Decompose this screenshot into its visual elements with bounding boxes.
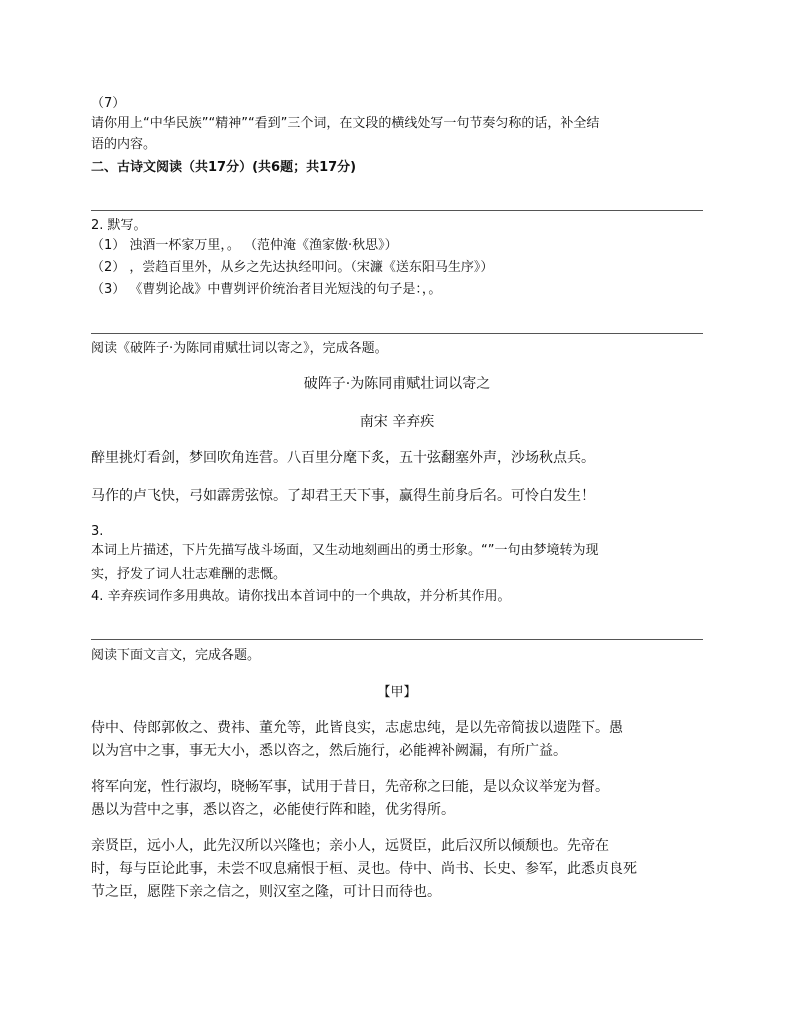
q7-instruction-line2: 语的内容。 — [91, 137, 157, 152]
divider — [91, 333, 703, 334]
passage-p1-line-1: 侍中、侍郎郭攸之、费祎、董允等，此皆良实，志虑忠纯，是以先帝简拔以遗陛下。愚 — [91, 720, 623, 736]
divider — [91, 210, 703, 211]
passage-p3-line-1: 亲贤臣，远小人，此先汉所以兴隆也；亲小人，远贤臣，此后汉所以倾颓也。先帝在 — [91, 838, 609, 854]
q2-item-1: （1） 浊酒一杯家万里，。 （范仲淹《渔家傲·秋思》） — [91, 238, 398, 253]
q7-label: （7） — [91, 96, 126, 111]
q3-number: 3. — [91, 524, 104, 539]
q4-question: 4. 辛弃疾词作多用典故。请你找出本首词中的一个典故，并分析其作用。 — [91, 589, 511, 604]
q3-line-1: 本词上片描述，下片先描写战斗场面，又生动地刻画出的勇士形象。“”一句由梦境转为现 — [91, 543, 599, 558]
passage-p3-line-2: 时，每与臣论此事，未尝不叹息痛恨于桓、灵也。侍中、尚书、长史、参军，此悉贞良死 — [91, 861, 637, 877]
poem-title: 破阵子·为陈同甫赋壮词以寄之 — [303, 376, 491, 392]
q2-item-3: （3） 《曹刿论战》中曹刿评价统治者目光短浅的句子是：，。 — [91, 282, 442, 297]
poem-line-2: 马作的卢飞快，弓如霹雳弦惊。了却君王天下事，赢得生前身后名。可怜白发生！ — [91, 488, 595, 504]
passage-p2-line-1: 将军向宠，性行淑均，晓畅军事，试用于昔日，先帝称之曰能，是以众议举宠为督。 — [91, 779, 609, 795]
q2-item-2: （2） ，尝趋百里外，从乡之先达执经叩问。（宋濂《送东阳马生序》） — [91, 260, 494, 275]
section-heading-classical-poetry: 二、古诗文阅读（共17分）(共6题；共17分) — [91, 160, 357, 175]
passage-label-jia: 【甲】 — [377, 685, 417, 700]
poem-author: 南宋 辛弃疾 — [359, 414, 435, 430]
poem-reading-intro: 阅读《破阵子·为陈同甫赋壮词以寄之》，完成各题。 — [91, 341, 388, 356]
q3-line-2: 实，抒发了词人壮志难酬的悲慨。 — [91, 567, 287, 582]
passage-p1-line-2: 以为宫中之事，事无大小，悉以咨之，然后施行，必能裨补阙漏，有所广益。 — [91, 743, 567, 759]
divider — [91, 639, 703, 640]
classical-reading-intro: 阅读下面文言文，完成各题。 — [91, 648, 261, 663]
poem-line-1: 醉里挑灯看剑，梦回吹角连营。八百里分麾下炙，五十弦翻塞外声，沙场秋点兵。 — [91, 450, 595, 466]
q2-title: 2. 默写。 — [91, 218, 147, 233]
passage-p3-line-3: 节之臣，愿陛下亲之信之，则汉室之隆，可计日而待也。 — [91, 884, 441, 900]
q7-instruction-line1: 请你用上“中华民族”“精神”“看到”三个词，在文段的横线处写一句节奏匀称的话，补全结 — [91, 116, 600, 131]
passage-p2-line-2: 愚以为营中之事，悉以咨之，必能使行阵和睦，优劣得所。 — [91, 802, 455, 818]
